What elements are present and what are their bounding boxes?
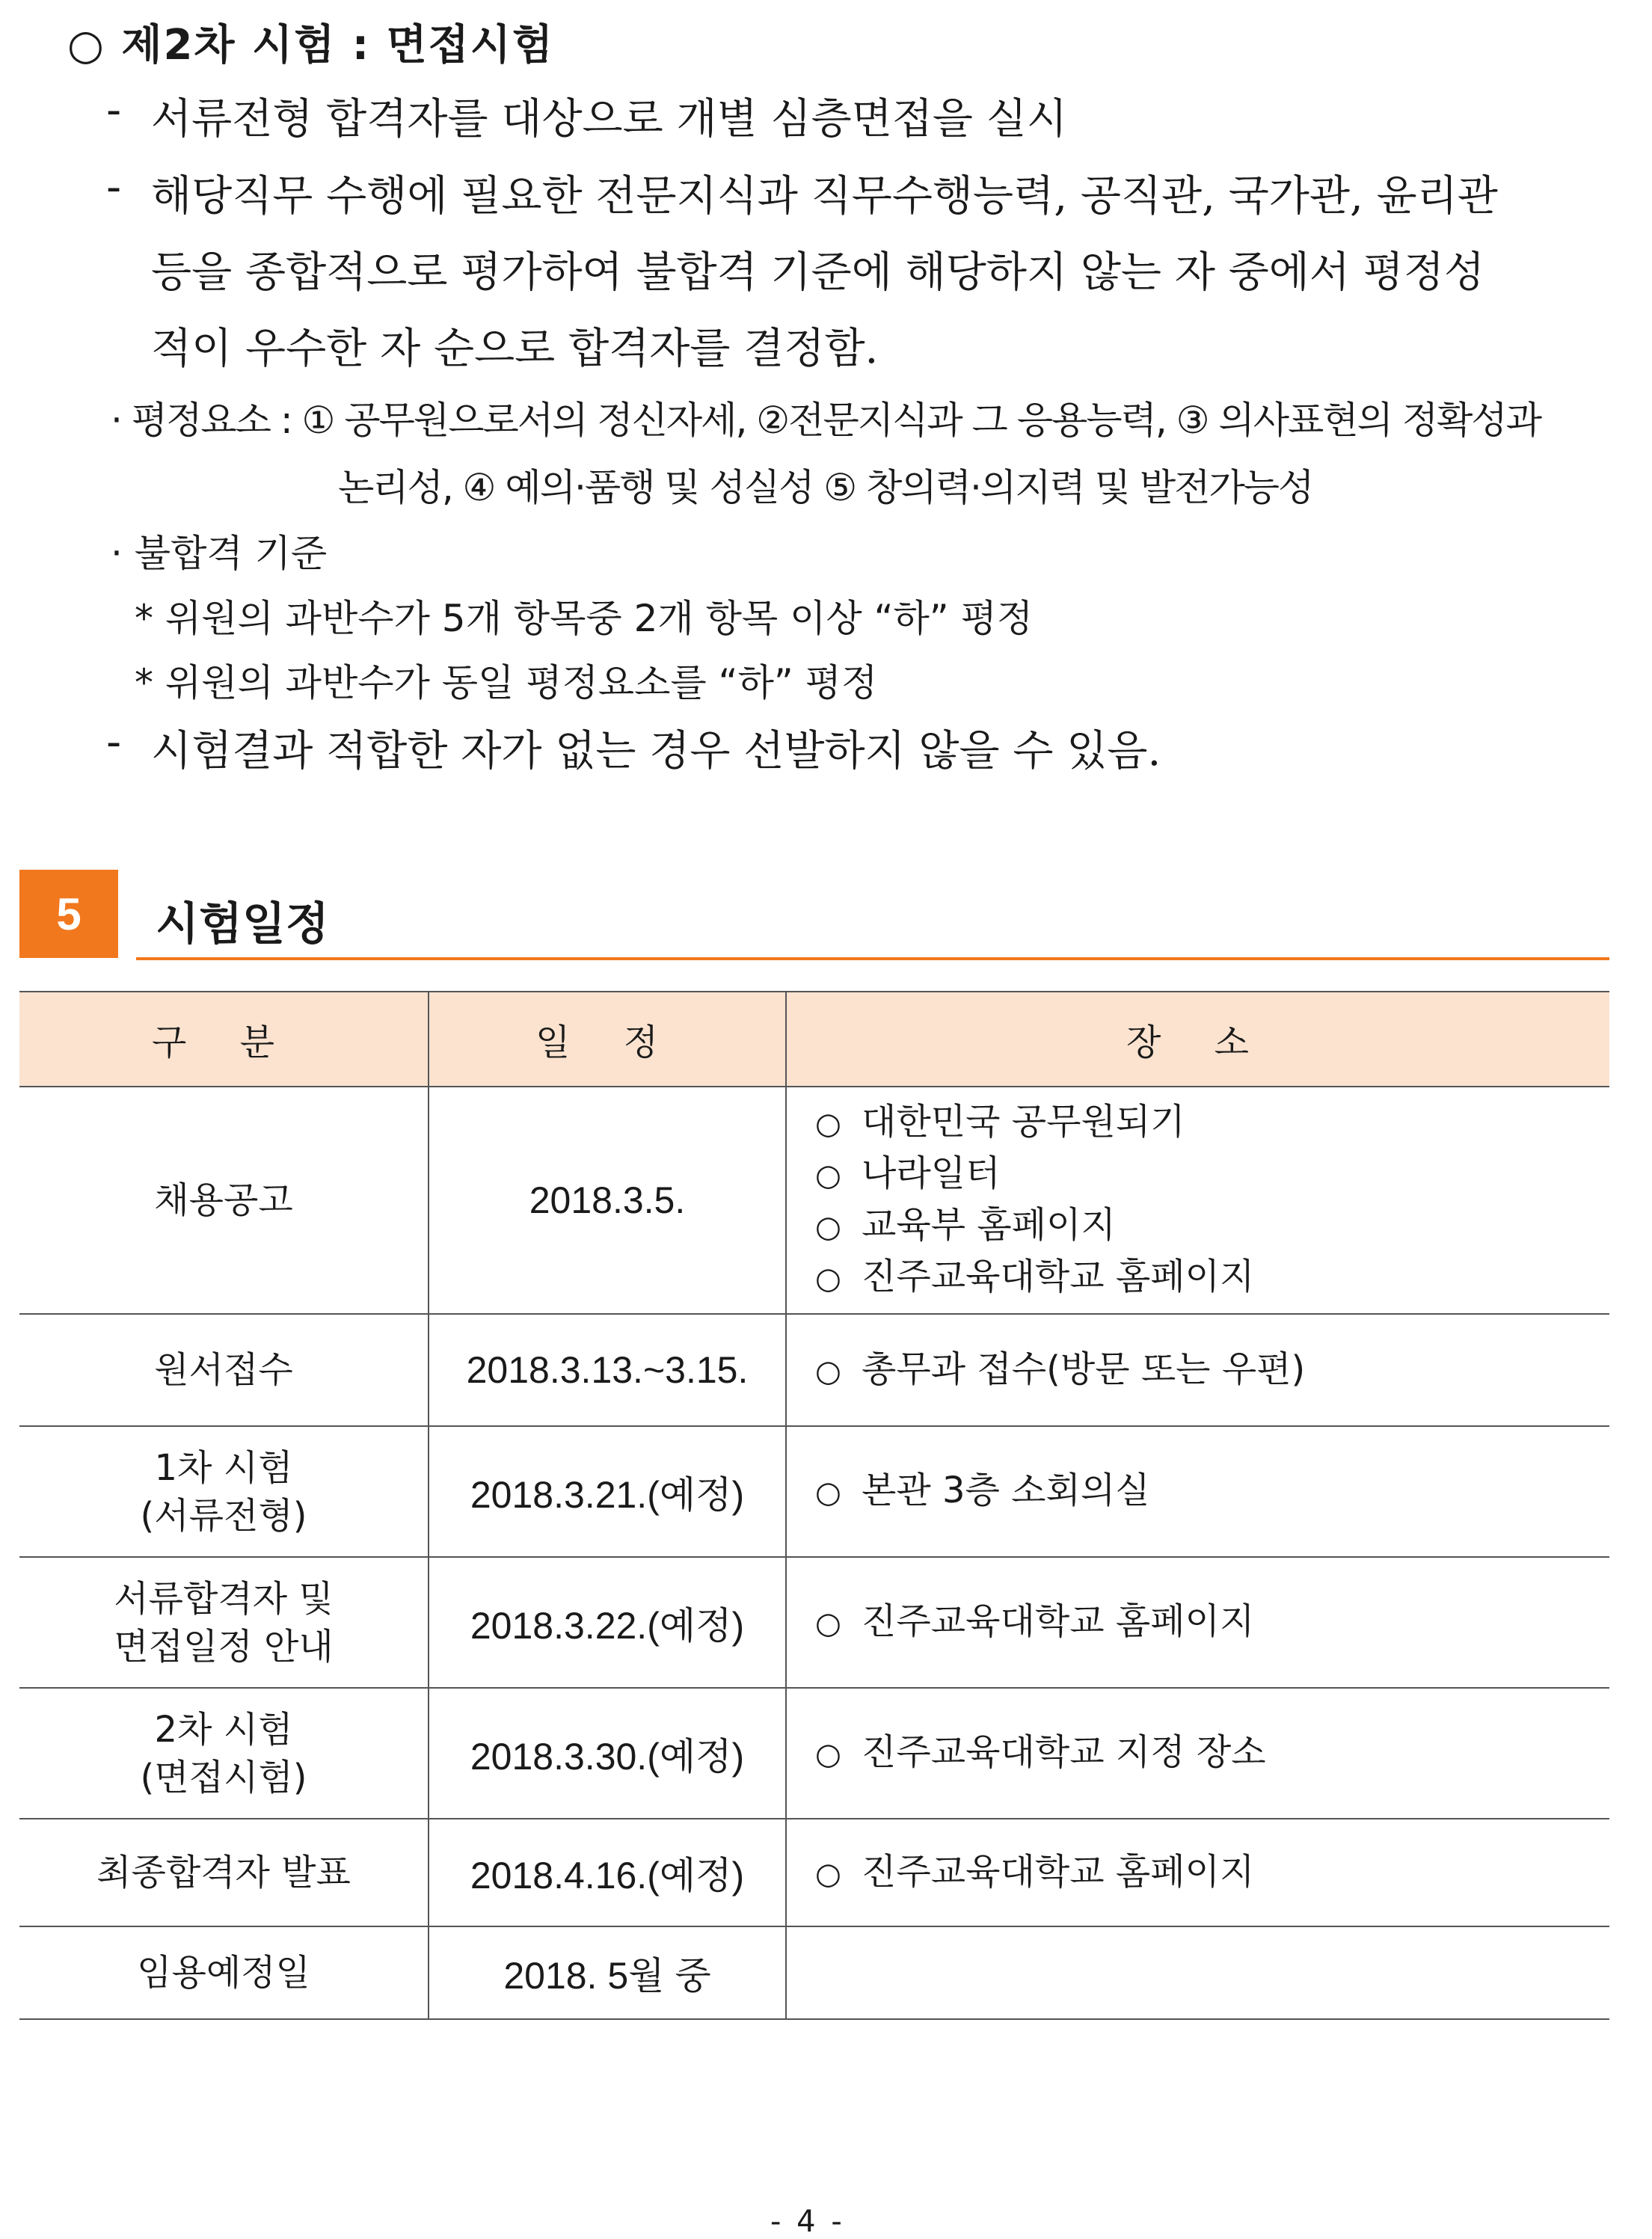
exam2-line3: 시험결과 적합한 자가 없는 경우 선발하지 않을 수 있음. <box>151 727 1161 775</box>
exam2-line2c: 적이 우수한 자 순으로 합격자를 결정함. <box>151 325 879 373</box>
circle-bullet-icon: ○ <box>815 1354 841 1389</box>
row-date: 2018.3.22.(예정) <box>429 1557 786 1688</box>
circle-bullet-icon: ○ <box>815 1262 841 1296</box>
row-date: 2018.3.13.~3.15. <box>429 1314 786 1426</box>
fail-criteria-item-1: * 위원의 과반수가 5개 항목중 2개 항목 이상 “하” 평정 <box>135 597 1034 640</box>
row-date: 2018.3.30.(예정) <box>429 1688 786 1819</box>
circle-bullet-icon: ○ <box>815 1107 841 1141</box>
row-category: 서류합격자 및 면접일정 안내 <box>19 1557 429 1688</box>
row-date: 2018.3.5. <box>429 1087 786 1314</box>
page-number: - 4 - <box>770 2205 845 2239</box>
row-date: 2018.3.21.(예정) <box>429 1426 786 1557</box>
row-category: 채용공고 <box>19 1087 429 1314</box>
row-category: 최종합격자 발표 <box>19 1819 429 1926</box>
row-category: 2차 시험 (면접시험) <box>19 1688 429 1819</box>
dash-marker: - <box>106 718 122 767</box>
section-title: 시험일정 <box>156 898 329 950</box>
header-place: 장 소 <box>786 992 1609 1087</box>
section-underline <box>136 957 1609 960</box>
fail-criteria-item-2: * 위원의 과반수가 동일 평정요소를 “하” 평정 <box>135 661 878 704</box>
row-place: ○ 본관 3층 소회의실 <box>786 1426 1609 1557</box>
row-category: 원서접수 <box>19 1314 429 1426</box>
circle-bullet-icon: ○ <box>815 1737 841 1772</box>
table-row <box>19 1819 1609 1926</box>
circle-bullet-icon: ○ <box>815 1606 841 1641</box>
row-place: ○ 대한민국 공무원되기 ○ 나라일터 ○ 교육부 홈페이지 ○ 진주교육대학교 홈페이지 <box>786 1087 1609 1314</box>
row-place: ○ 총무과 접수(방문 또는 우편) <box>786 1314 1609 1426</box>
dash-marker: - <box>106 86 122 135</box>
evaluation-factors-line2: 논리성, ④ 예의·품행 및 성실성 ⑤ 창의력·의지력 및 발전가능성 <box>338 466 1313 509</box>
section-number-badge: 5 <box>19 870 118 958</box>
fail-criteria-title: · 불합격 기준 <box>111 532 328 575</box>
row-date: 2018. 5월 중 <box>429 1926 786 2019</box>
table-row <box>19 1688 1609 1819</box>
row-category: 1차 시험 (서류전형) <box>19 1426 429 1557</box>
table-row <box>19 1087 1609 1314</box>
exam2-line2a: 해당직무 수행에 필요한 전문지식과 직무수행능력, 공직관, 국가관, 윤리관 <box>151 172 1498 221</box>
circle-bullet-icon: ○ <box>815 1856 841 1891</box>
circle-bullet-icon: ○ <box>815 1475 841 1510</box>
row-category: 임용예정일 <box>19 1926 429 2019</box>
table-row <box>19 1314 1609 1426</box>
schedule-table <box>19 991 1609 2020</box>
circle-bullet-icon: ○ <box>815 1158 841 1193</box>
table-header-row <box>19 992 1609 1087</box>
table-row <box>19 1557 1609 1688</box>
row-place: ○ 진주교육대학교 홈페이지 <box>786 1557 1609 1688</box>
table-row <box>19 1426 1609 1557</box>
row-place: ○ 진주교육대학교 홈페이지 <box>786 1819 1609 1926</box>
row-date: 2018.4.16.(예정) <box>429 1819 786 1926</box>
circle-bullet-icon: ○ <box>815 1210 841 1244</box>
dash-marker: - <box>106 163 122 212</box>
table-row <box>19 1926 1609 2019</box>
row-place <box>786 1926 1609 2019</box>
row-place: ○ 진주교육대학교 지정 장소 <box>786 1688 1609 1819</box>
evaluation-factors-line1: · 평정요소 : ① 공무원으로서의 정신자세, ②전문지식과 그 응용능력, ③ 의사표현의 정확성과 <box>111 399 1541 442</box>
exam2-line1: 서류전형 합격자를 대상으로 개별 심층면접을 실시 <box>151 95 1068 144</box>
header-category: 구 분 <box>19 992 429 1087</box>
exam2-line2b: 등을 종합적으로 평가하여 불합격 기준에 해당하지 않는 자 중에서 평정성 <box>151 248 1485 297</box>
exam2-heading: ○ 제2차 시험 : 면접시험 <box>67 21 554 70</box>
header-date: 일 정 <box>429 992 786 1087</box>
